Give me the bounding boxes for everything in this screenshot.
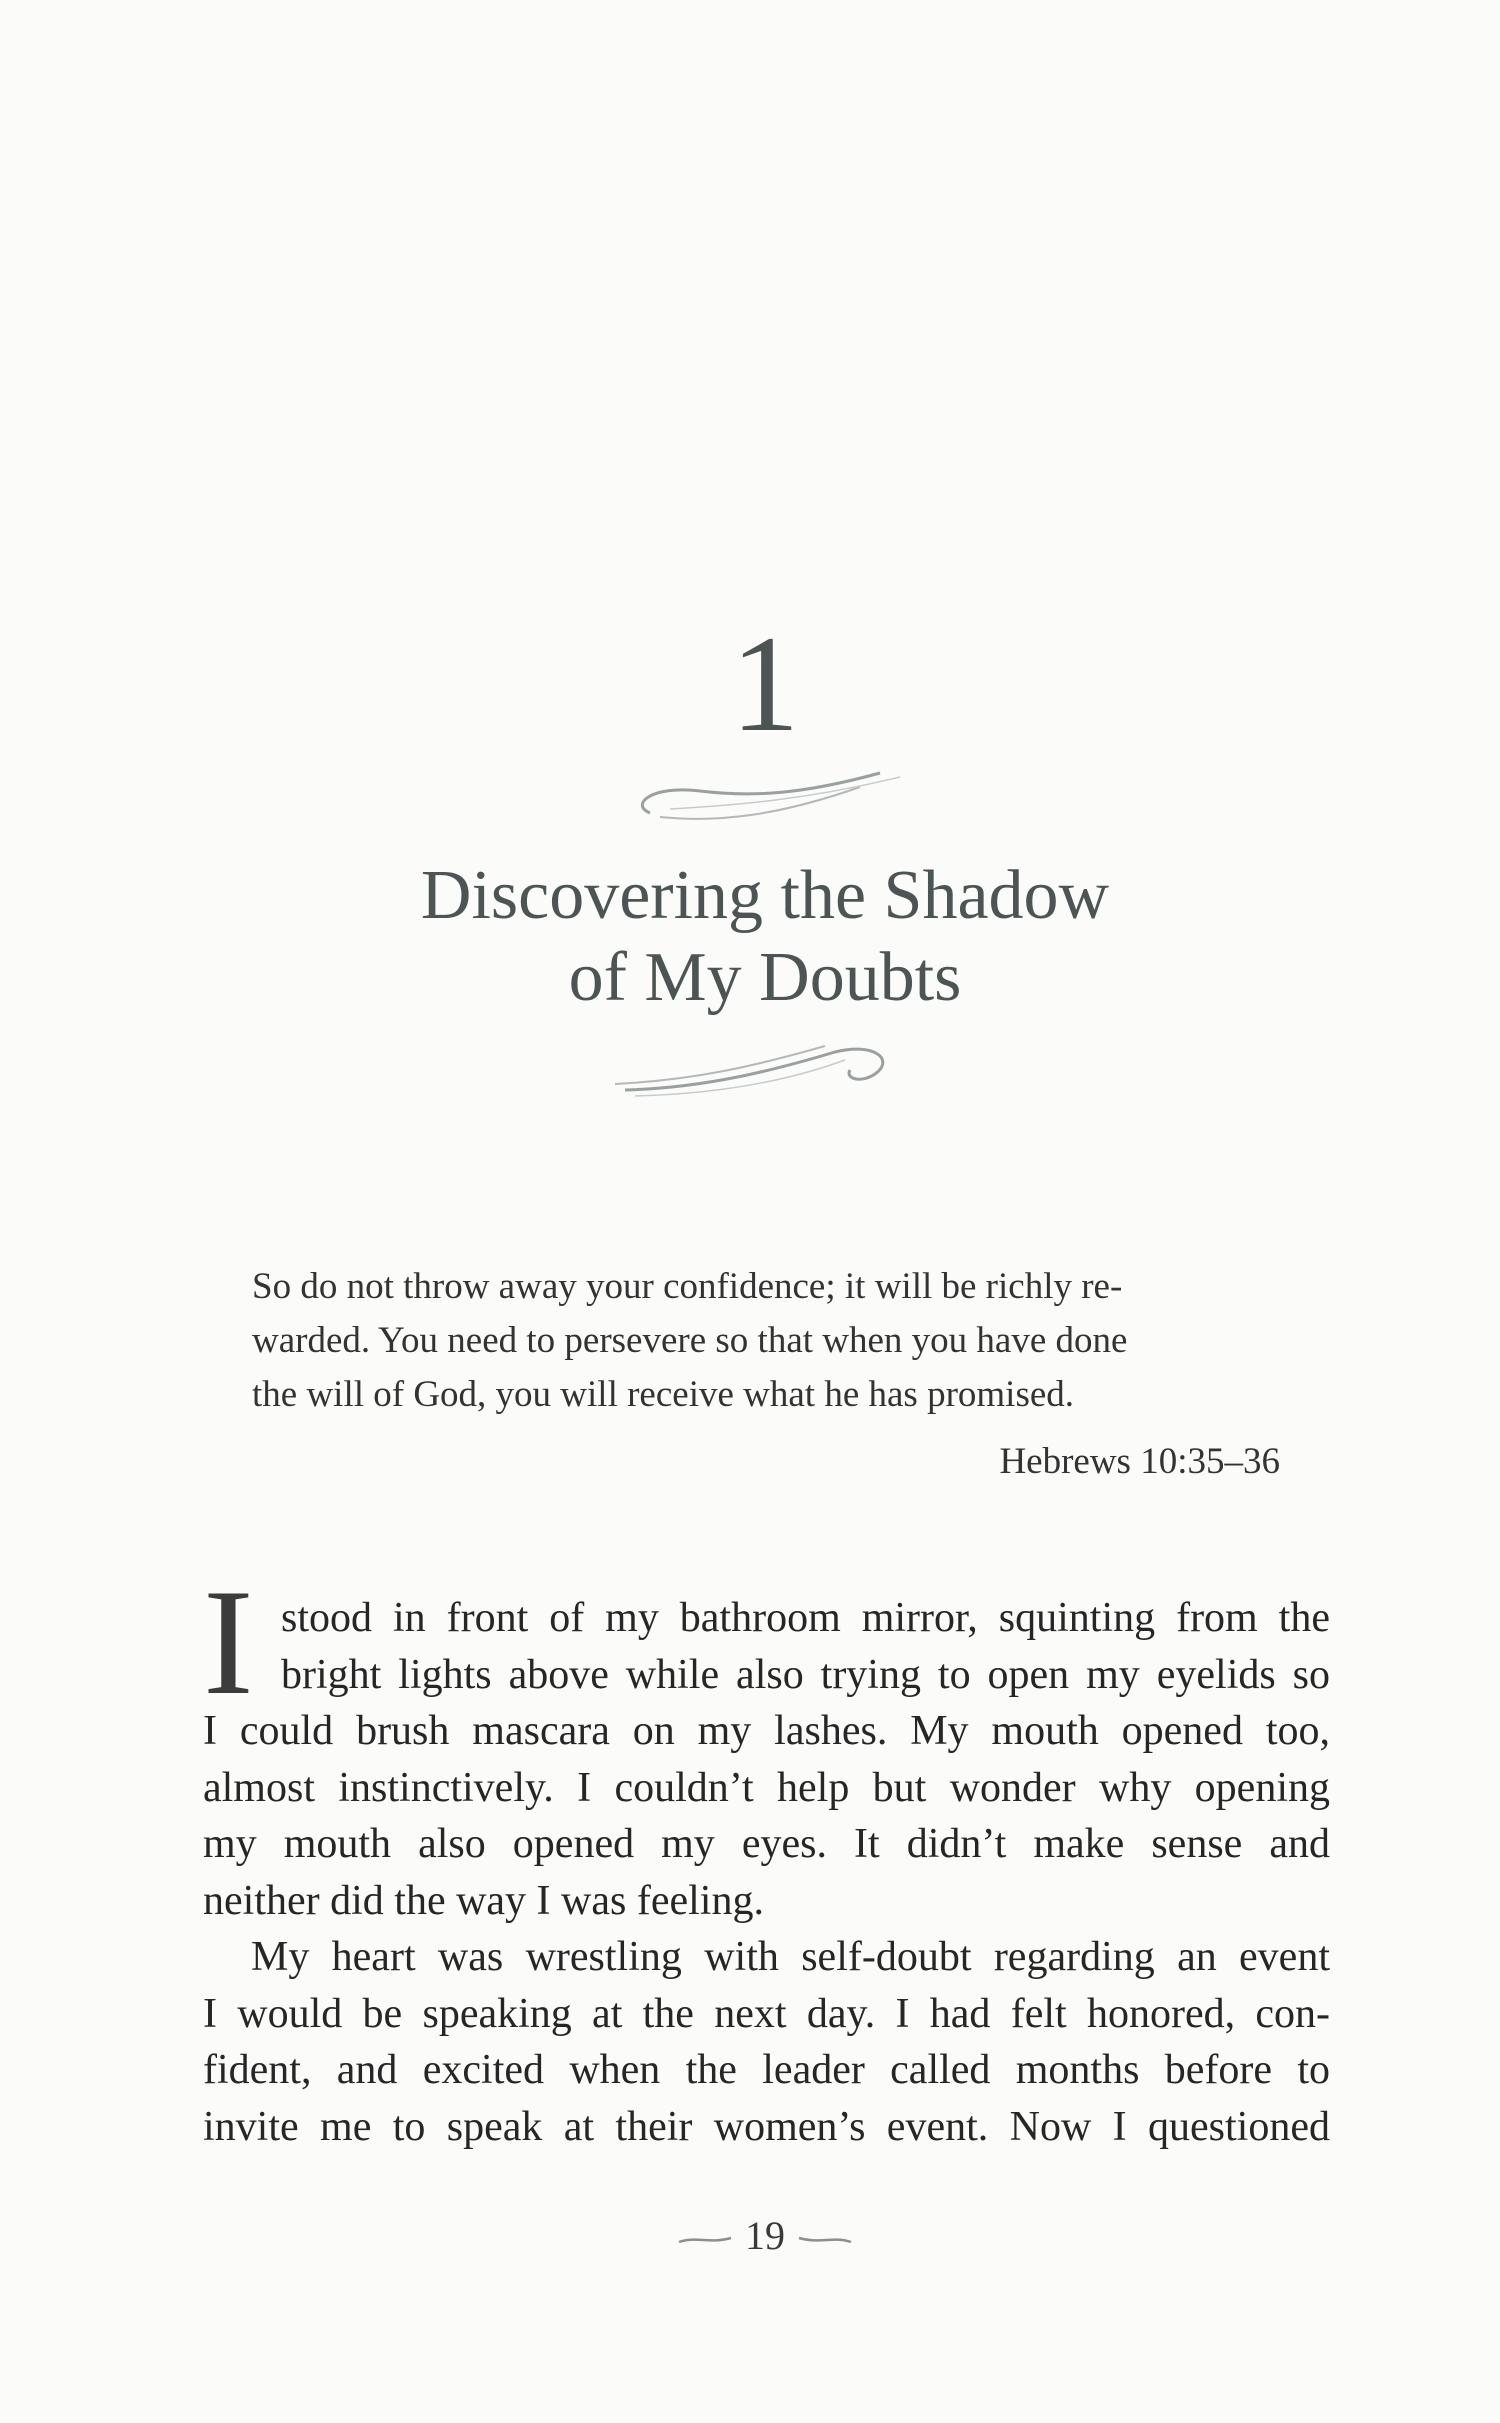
body-line: I would be speaking at the next day. I had felt honored, con-	[203, 1990, 1330, 2037]
chapter-number: 1	[730, 607, 800, 760]
chapter-title	[0, 855, 1500, 1019]
page-footer	[0, 2212, 1500, 2259]
page-number-dash-right-icon	[795, 2230, 855, 2250]
body-line: I could brush mascara on my lashes. My mouth opened too,	[203, 1708, 1330, 1754]
body-line: My heart was wrestling with self-doubt regarding an event	[251, 1934, 1330, 1980]
chapter-title-line-2: of My Doubts	[568, 939, 962, 1016]
flourish-bottom-icon	[605, 1030, 915, 1110]
body-line: my mouth also opened my eyes. It didn’t make sense and	[203, 1821, 1330, 1867]
body-line: stood in front of my bathroom mirror, squinting from the	[281, 1595, 1330, 1641]
body-line: invite me to speak at their women’s event. Now I questioned	[203, 2103, 1330, 2150]
chapter-title-line-1: Discovering the Shadow	[420, 857, 1110, 934]
body-line: fident, and excited when the leader called months before to	[203, 2047, 1330, 2093]
page-number-dash-left-icon	[675, 2230, 735, 2250]
drop-cap: I	[203, 1558, 254, 1726]
body-line: bright lights above while also trying to open my eyelids so	[281, 1651, 1330, 1698]
epigraph-line: the will of God, you will receive what he has promised.	[252, 1374, 1075, 1415]
page-number: 19	[745, 2213, 785, 2258]
body-text	[203, 1590, 1330, 2155]
epigraph-line: warded. You need to persevere so that when you have done	[252, 1320, 1128, 1361]
epigraph	[252, 1260, 1282, 1422]
flourish-top-icon	[610, 765, 910, 835]
epigraph-reference: Hebrews 10:35–36	[999, 1441, 1280, 1482]
body-line: almost instinctively. I couldn’t help but wonder why opening	[203, 1764, 1330, 1811]
epigraph-line: So do not throw away your confidence; it will be richly re-	[252, 1266, 1123, 1307]
body-line: neither did the way I was feeling.	[203, 1877, 764, 1924]
